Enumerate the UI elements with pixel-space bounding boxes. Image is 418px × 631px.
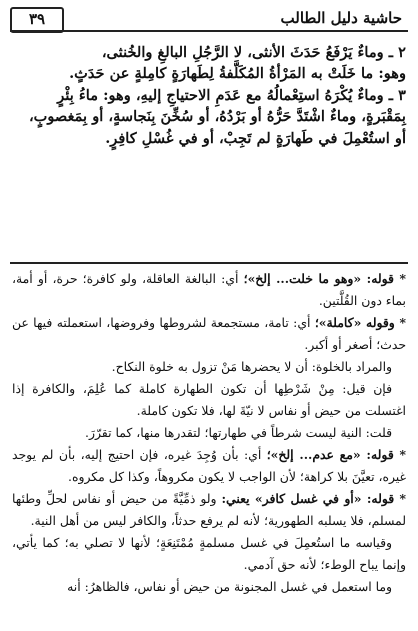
commentary bbox=[12, 268, 406, 598]
commentary-paragraph bbox=[12, 312, 406, 356]
main-text bbox=[12, 42, 406, 149]
quote-lead: * قوله: «مع عدم... إلخ»؛ bbox=[266, 447, 406, 462]
commentary-divider bbox=[10, 262, 408, 264]
page-number: ٣٩ bbox=[10, 7, 64, 33]
commentary-text: ولو ذمِّيَّةً من حيض أو نفاس لحلِّ وطئها لمسلم، فلا يسلبه الطهورية؛ لأنه لم يرفع حدثاً، والكافر ليس من أهل النية. bbox=[12, 491, 406, 528]
header-divider bbox=[10, 30, 408, 32]
quote-lead: * قوله: «وهو ما خلت... إلخ»؛ bbox=[243, 271, 406, 286]
quote-lead: * قوله: «أو في غسل كافر» يعني: bbox=[221, 491, 407, 506]
commentary-text: أي: البالغة العاقلة، ولو كافرة؛ حرة، أو أمة، بماء دون القُلَّتين. bbox=[12, 271, 406, 308]
commentary-text: أي: بأن وُجِدَ غيره، فإن احتيج إليه، بأن لم يوجد غيره، تعيَّنَ بلا كراهة؛ لأن الواجب لا يكون مكروهاً، وكذا كل مكروه. bbox=[12, 447, 406, 484]
running-title: حاشية دليل الطالب bbox=[280, 9, 402, 27]
commentary-paragraph bbox=[12, 444, 406, 488]
main-text-line: ٢ ـ وماءٌ يَرْفَعُ حَدَثَ الأنثى، لا الرَّجُلِ البالغِ والخُنثى، bbox=[101, 44, 406, 61]
commentary-paragraph: وقياسه ما استُعمِلَ في غسل مسلمةٍ مُمْتَنِعَةٍ؛ لأنها لا تصلي به؛ كما يأتي، وإنما يباح الوطء؛ لأنه حق آدمي. bbox=[12, 535, 406, 572]
commentary-paragraph: قلت: النية ليست شرطاً في طهارتها؛ لتقدرها منها، كما تقرّرَ. bbox=[85, 425, 392, 440]
main-text-line: ٣ ـ وماءٌ يُكْرَهُ استِعْمالُهُ مع عَدَمِ الاحتياجِ إليهِ، وهو: ماءُ بِئْرٍ bbox=[57, 86, 406, 104]
commentary-text: أي: تامة، مستجمعة لشروطها وفروضها، استعملته فيها عن حدث؛ أصغر أو أكبر. bbox=[12, 315, 406, 352]
commentary-paragraph bbox=[12, 488, 406, 532]
main-text-line: وهو: ما خَلَتْ به المَرْأةُ المُكَلَّفةُ لِطَهارَةٍ كامِلةٍ عن حَدَثٍ. bbox=[69, 65, 406, 83]
commentary-paragraph: وما استعمل في غسل المجنونة من حيض أو نفاس، فالظاهرُ: أنه bbox=[67, 579, 392, 594]
main-text-line: بِمَقْبَرةٍ، وماءٌ اشْتَدَّ حَرُّهُ أو بَرْدُهُ، أو سُخِّنَ بِنَجاسةٍ، أو بِمَغصوبٍ، bbox=[28, 108, 406, 126]
main-text-line: أو استُعْمِلَ في طَهارَةٍ لم تَجِبْ، أو في غُسْلِ كافِرٍ. bbox=[105, 129, 406, 147]
quote-lead: * وقوله «كاملة»؛ bbox=[314, 315, 406, 330]
commentary-paragraph: فإن قيل: مِنْ شَرْطِها أن تكون الطهارة كاملة كما عُلِمَ، والكافرة إذا اغتسلت من حيض أو نفاس لا نيّةَ لها، فلا تكون كاملة. bbox=[12, 381, 406, 418]
commentary-paragraph: والمراد بالخلوة: أن لا يحضرها مَنْ تزول به خلوة النكاح. bbox=[111, 359, 392, 374]
commentary-paragraph bbox=[12, 268, 406, 312]
page-header bbox=[10, 6, 408, 32]
